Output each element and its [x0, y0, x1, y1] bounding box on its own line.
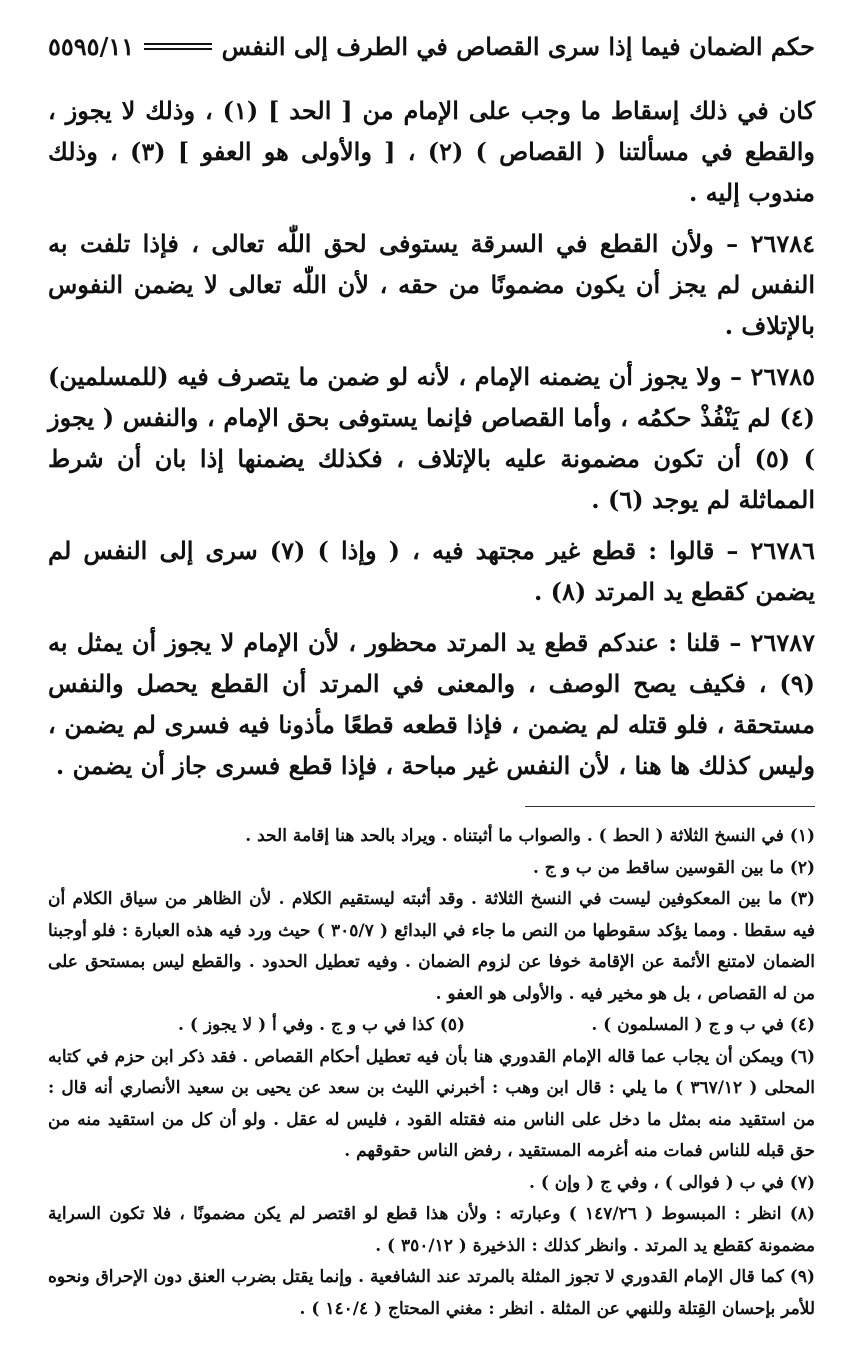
footnote-pair	[48, 1010, 815, 1042]
page-number: ٥٥٩٥/١١	[48, 31, 135, 61]
paragraph-text: – ولا يجوز أن يضمنه الإمام ، لأنه لو ضمن ما يتصرف فيه (للمسلمين) (٤) لم يَنْفُذْ حكمُه ، وأما القصاص فإنما يستوفى بحق الإمام ، والنفس ( يجوز ) (٥) أن تكون مضمونة عليه بالإتلاف ، فكذلك يضمنها إذا بان أن شرط المماثلة لم يوجد (٦) .	[48, 362, 815, 514]
header-rule	[144, 43, 211, 50]
footnote-divider	[525, 806, 815, 807]
footnote: (١) في النسخ الثلاثة ( الحط ) . والصواب ما أثبتناه . ويراد بالحد هنا إقامة الحد .	[245, 826, 815, 846]
paragraph	[48, 622, 815, 786]
paragraph-text: – ولأن القطع في السرقة يستوفى لحق اللّٰه تعالى ، فإذا تلفت به النفس لم يجز أن يكون مضمونًا من حقه ، لأن اللّٰه تعالى لا يضمن النفوس بالإتلاف .	[48, 229, 815, 340]
footnote: (٧) في ب ( فوالى ) ، وفي ج ( وإن ) .	[528, 1172, 815, 1193]
footnote: (٤) في ب و ج ( المسلمون ) .	[591, 1015, 815, 1035]
paragraph	[48, 90, 815, 213]
paragraph-number: ٢٦٧٨٤	[750, 229, 816, 258]
footnote: (٨) انظر : المبسوط ( ١٤٧/٢٦ ) وعبارته : ولأن هذا قطع لو اقتصر لم يكن مضمونًا ، فلا تكون السراية مضمونة كقطع يد المرتد . وانظر كذلك : الذخيرة ( ٣٥٠/١٢ ) .	[48, 1204, 815, 1256]
footnotes	[48, 821, 815, 1325]
footnote: (٥) كذا في ب و ج . وفي أ ( لا يجوز ) .	[178, 1015, 465, 1035]
book-page	[48, 22, 815, 1325]
paragraph-text: – قلنا : عندكم قطع يد المرتد محظور ، لأن الإمام لا يجوز أن يمثل به (٩) ، فكيف يصح الوصف ، والمعنى في المرتد أن القطع يحصل والنفس مستحقة ، فلو قتله لم يضمن ، فإذا قطعه قطعًا مأذونا فيه فسرى لم يضمن ، وليس كذلك ها هنا ، لأن النفس غير مباحة ، فإذا قطع فسرى جاز أن يضمن .	[48, 628, 815, 780]
paragraph-text: كان في ذلك إسقاط ما وجب على الإمام من [ الحد ] (١) ، وذلك لا يجوز ، والقطع في مسألتنا ( القصاص ) (٢) ، [ والأولى هو العفو ] (٣) ، وذلك مندوب إليه .	[48, 96, 815, 207]
paragraph	[48, 530, 815, 612]
footnote: (٢) ما بين القوسين ساقط من ب و ج .	[532, 857, 815, 878]
paragraph-text: – قالوا : قطع غير مجتهد فيه ، ( وإذا ) (٧) سرى إلى النفس لم يضمن كقطع يد المرتد (٨) .	[48, 536, 815, 606]
paragraph	[48, 223, 815, 346]
header-title: حكم الضمان فيما إذا سرى القصاص في الطرف إلى النفس	[221, 31, 815, 61]
running-header	[48, 22, 815, 70]
paragraph-number: ٢٦٧٨٥	[750, 362, 815, 391]
main-text	[48, 90, 815, 786]
paragraph-number: ٢٦٧٨٧	[750, 628, 815, 657]
footnote: (٣) ما بين المعكوفين ليست في النسخ الثلاثة . وقد أثبته ليستقيم الكلام . لأن الظاهر من سياق الكلام أن فيه سقطا . ومما يؤكد سقوطها من النص ما جاء في البدائع ( ٣٠٥/٧ ) حيث ورد فيه هذه العبارة : فلو أوجبنا الضمان لامتنع الأئمة عن الإقامة خوفا عن لزوم الضمان . وفيه تعطيل الحدود . والقطع ليس بمستحق على من له القصاص ، بل هو مخير فيه . والأولى هو العفو .	[48, 889, 815, 1004]
footnote: (٩) كما قال الإمام القدوري لا تجوز المثلة بالمرتد عند الشافعية . وإنما يقتل بضرب العنق دون الإحراق ونحوه للأمر بإحسان القِتلة وللنهي عن المثلة . انظر : مغني المحتاج ( ١٤٠/٤ ) .	[48, 1267, 815, 1319]
footnote: (٦) ويمكن أن يجاب عما قاله الإمام القدوري هنا بأن فيه تعطيل أحكام القصاص . فقد ذكر ابن حزم في كتابه المحلى ( ٣٦٧/١٢ ) ما يلي : قال ابن وهب : أخبرني الليث بن سعد عن يحيى بن سعيد الأنصاري أنه قال : من استقيد منه بمثل ما دخل على الناس منه فقتله القود ، فليس له عقل . ولو أن كل من استقيد منه من حق قبله للناس فمات منه أغرمه المستقيد ، رفض الناس حقوقهم .	[48, 1046, 815, 1161]
paragraph	[48, 356, 815, 520]
paragraph-number: ٢٦٧٨٦	[750, 536, 815, 565]
